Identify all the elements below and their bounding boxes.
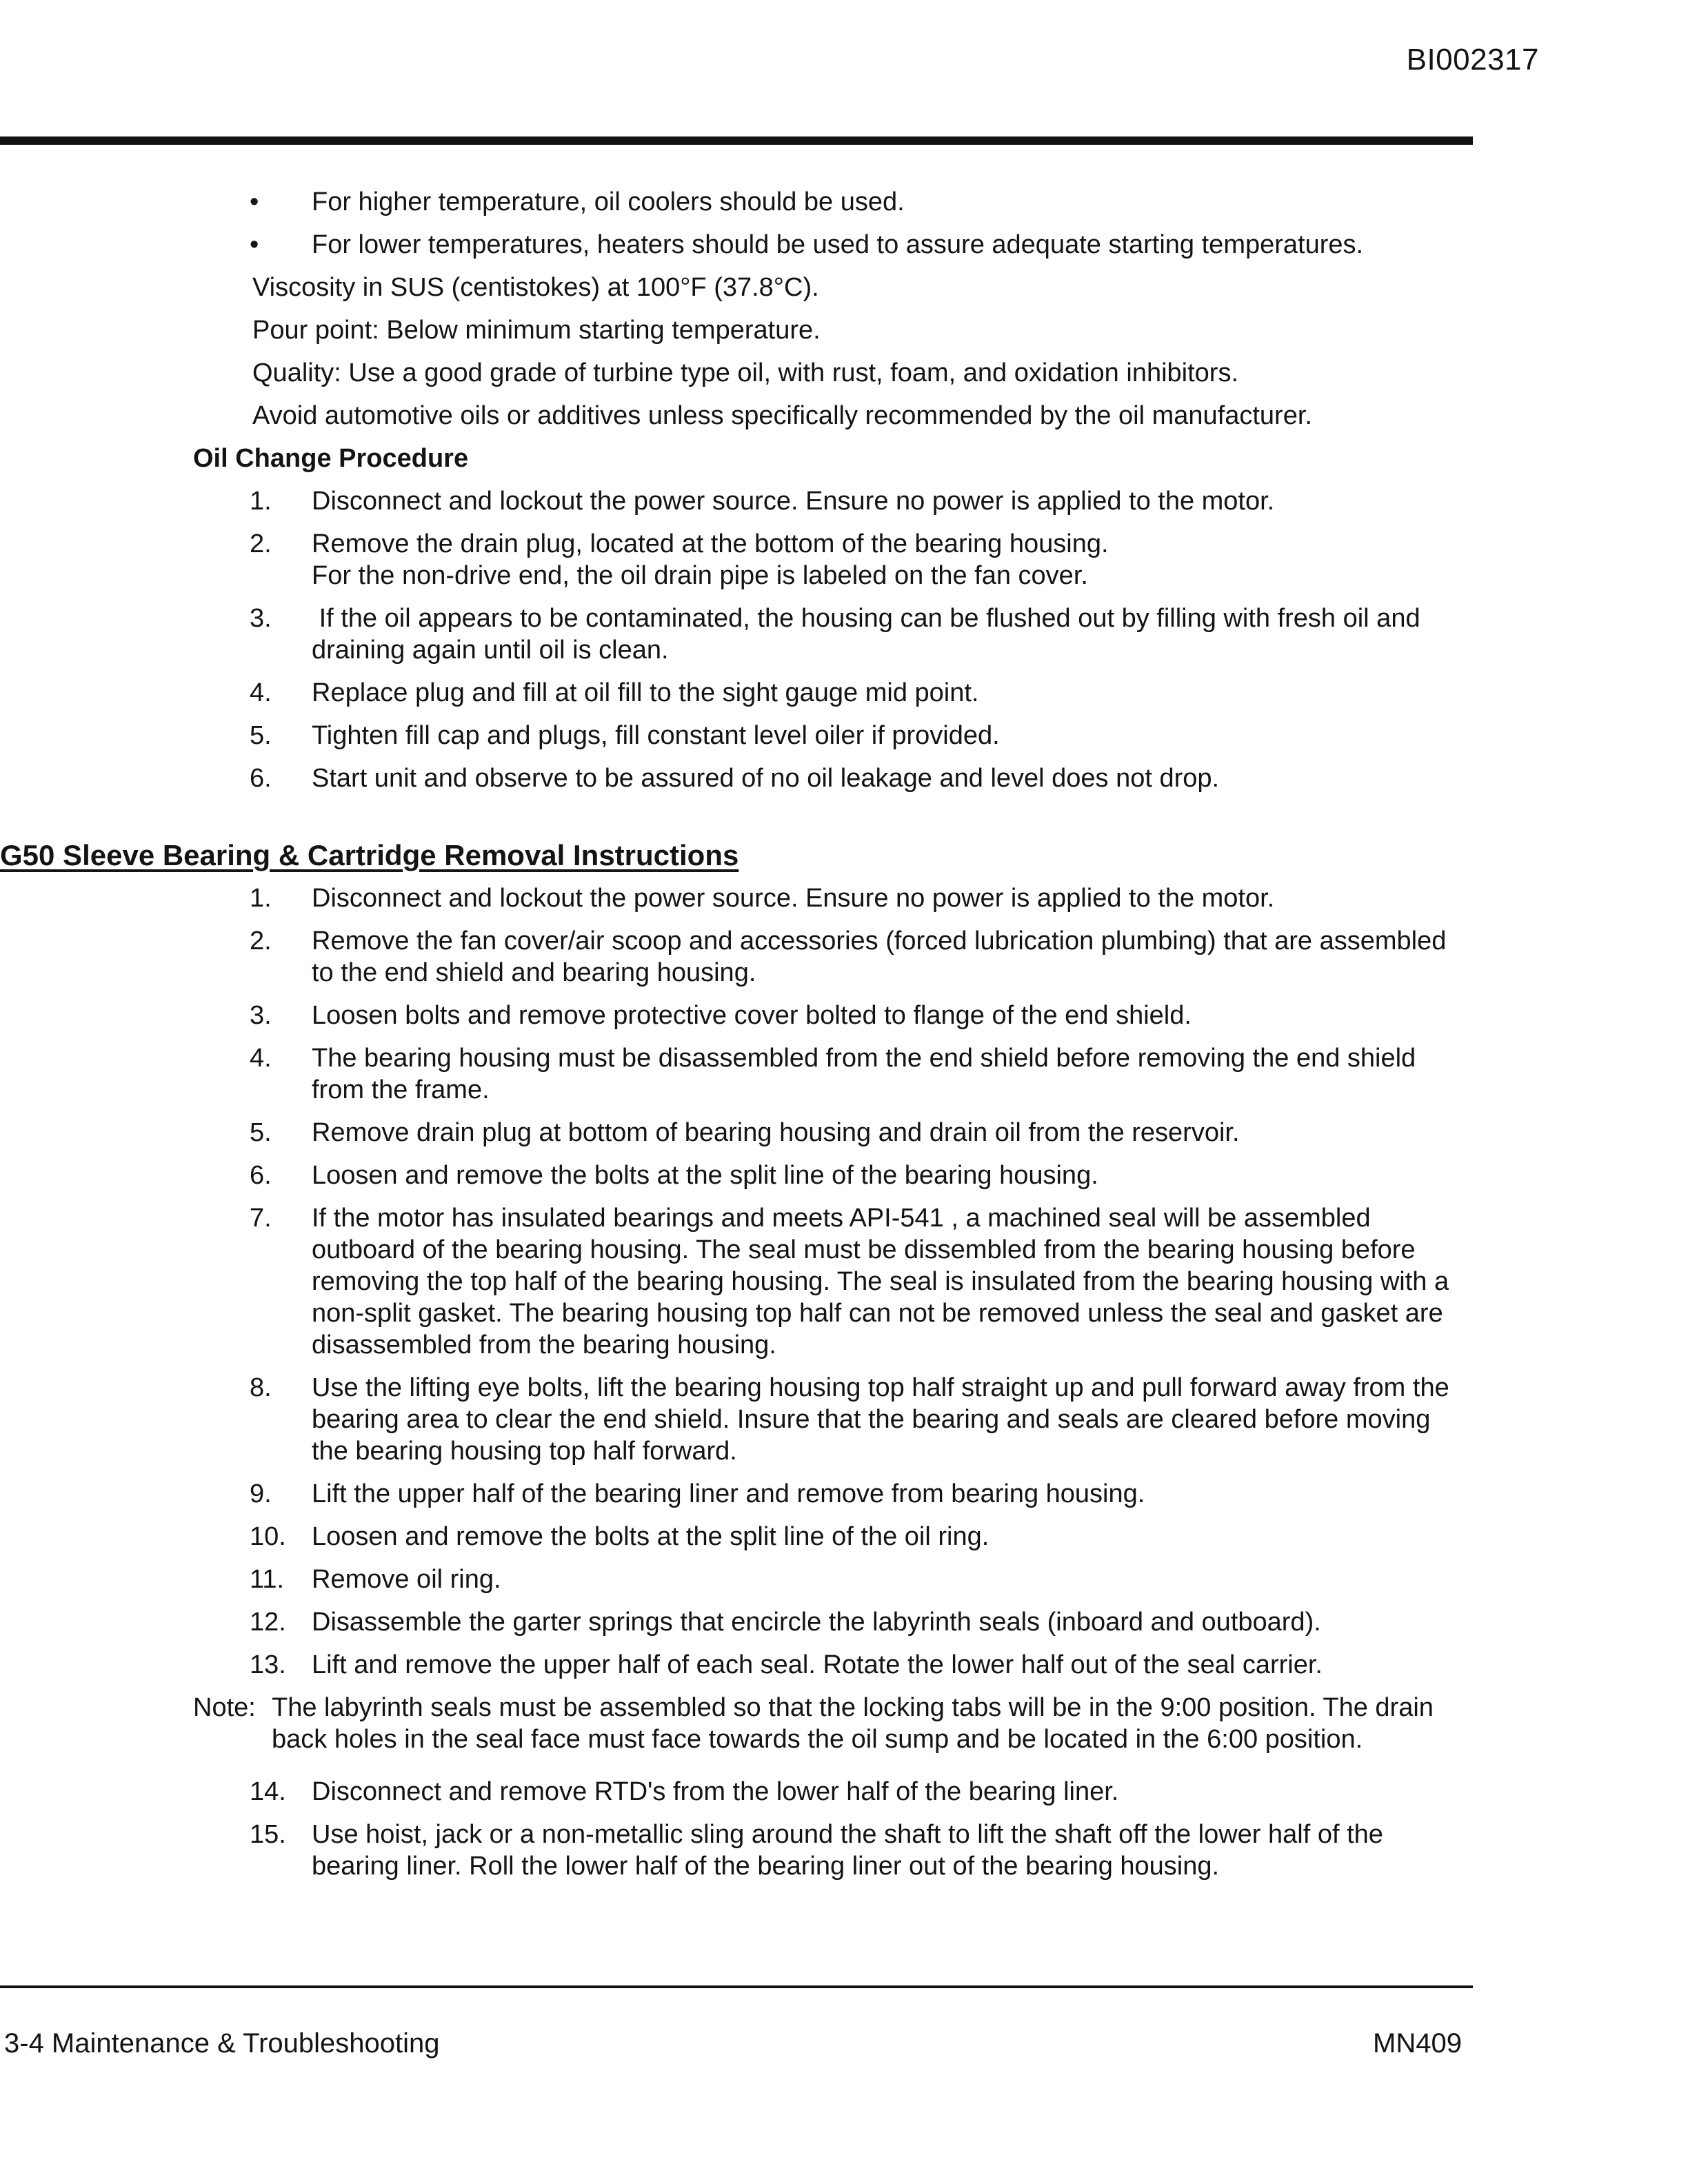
header-rule <box>0 136 1473 145</box>
paragraph: Avoid automotive oils or additives unless specifically recommended by the oil manufacturer. <box>252 401 1312 430</box>
list-item <box>0 1478 1473 1510</box>
list-item <box>0 882 1473 914</box>
step-text: Disconnect and remove RTD's from the lower half of the bearing liner. <box>312 1777 1119 1806</box>
step-text: Remove drain plug at bottom of bearing housing and drain oil from the reservoir. <box>312 1118 1240 1147</box>
step-number: 3. <box>250 1001 272 1030</box>
paragraph: Pour point: Below minimum starting temperature. <box>252 316 821 345</box>
note-text: The labyrinth seals must be assembled so that the locking tabs will be in the 9:00 position. The drain back holes in the seal face must face towards the oil sump and be located in the 6:00 position. <box>272 1693 1434 1754</box>
document-id: BI002317 <box>1406 43 1539 77</box>
step-number: 7. <box>250 1204 272 1233</box>
step-text: Loosen and remove the bolts at the split line of the oil ring. <box>312 1522 989 1551</box>
bullet-icon: • <box>250 188 259 216</box>
step-text: Loosen bolts and remove protective cover bolted to flange of the end shield. <box>312 1001 1192 1030</box>
step-text: Replace plug and fill at oil fill to the sight gauge mid point. <box>312 678 979 707</box>
step-text: Lift the upper half of the bearing liner and remove from bearing housing. <box>312 1479 1145 1508</box>
step-text: Use hoist, jack or a non-metallic sling around the shaft to lift the shaft off the lower half of the bearing liner. Roll the lower half of the bearing liner out of the bearing housing. <box>312 1820 1383 1881</box>
list-item <box>0 1649 1473 1681</box>
step-number: 2. <box>250 927 272 956</box>
step-text: Use the lifting eye bolts, lift the bearing housing top half straight up and pull forward away from the bearing area to clear the end shield. Insure that the bearing and seals are cleared before moving the bearing housing top half forward. <box>312 1373 1449 1466</box>
page-body <box>0 186 1473 1893</box>
list-item <box>0 1819 1473 1882</box>
list-item <box>0 1042 1473 1106</box>
list-item <box>0 762 1473 794</box>
step-number: 13. <box>250 1650 286 1679</box>
list-item <box>0 528 1473 592</box>
list-item <box>0 485 1473 517</box>
step-text: Start unit and observe to be assured of no oil leakage and level does not drop. <box>312 764 1220 793</box>
footer-rule <box>0 1985 1473 1988</box>
step-number: 5. <box>250 1118 272 1147</box>
step-text: Tighten fill cap and plugs, fill constant level oiler if provided. <box>312 721 1000 750</box>
step-number: 1. <box>250 884 272 913</box>
step-text: Lift and remove the upper half of each seal. Rotate the lower half out of the seal carrier. <box>312 1650 1323 1679</box>
step-number: 12. <box>250 1608 286 1637</box>
step-text: If the motor has insulated bearings and meets API-541 , a machined seal will be assembled outboard of the bearing housing. The seal must be dissembled from the bearing housing before removing the top half of the bearing housing. The seal is insulated from the bearing housing with a non-split gasket. The bearing housing top half can not be removed unless the seal and gasket are disassembled from the bearing housing. <box>312 1204 1449 1359</box>
step-number: 6. <box>250 764 272 793</box>
step-number: 10. <box>250 1522 286 1551</box>
list-item <box>0 1160 1473 1191</box>
list-item <box>0 603 1473 666</box>
list-item <box>0 925 1473 989</box>
step-text: Loosen and remove the bolts at the split line of the bearing housing. <box>312 1161 1098 1190</box>
step-text: The bearing housing must be disassembled from the end shield before removing the end shield from the frame. <box>312 1044 1416 1104</box>
footer-section-title: 3-4 Maintenance & Troubleshooting <box>4 2028 440 2059</box>
step-number: 14. <box>250 1777 286 1806</box>
step-number: 5. <box>250 721 272 750</box>
g50-section-heading: G50 Sleeve Bearing & Cartridge Removal Instructions <box>0 839 739 871</box>
step-text: Disassemble the garter springs that encircle the labyrinth seals (inboard and outboard). <box>312 1608 1321 1637</box>
note <box>0 1692 1473 1755</box>
list-item <box>0 1202 1473 1361</box>
bullet-text: For lower temperatures, heaters should be used to assure adequate starting temperatures. <box>312 230 1364 259</box>
footer-manual-number: MN409 <box>1373 2028 1462 2059</box>
list-item <box>0 1117 1473 1149</box>
step-text: Remove the fan cover/air scoop and accessories (forced lubrication plumbing) that are assembled to the end shield and bearing housing. <box>312 927 1447 987</box>
step-text: Remove the drain plug, located at the bottom of the bearing housing. <box>312 529 1109 558</box>
paragraph: Viscosity in SUS (centistokes) at 100°F (37.8°C). <box>252 273 819 302</box>
oil-change-heading: Oil Change Procedure <box>193 444 469 473</box>
bullet-icon: • <box>250 230 259 259</box>
step-number: 11. <box>250 1565 285 1594</box>
bullet-text: For higher temperature, oil coolers should be used. <box>312 188 905 216</box>
list-item <box>0 1564 1473 1595</box>
step-number: 6. <box>250 1161 272 1190</box>
step-number: 4. <box>250 678 272 707</box>
note-label: Note: <box>193 1693 256 1722</box>
step-text-line2: For the non-drive end, the oil drain pipe is labeled on the fan cover. <box>312 561 1088 590</box>
step-text: Remove oil ring. <box>312 1565 501 1594</box>
list-item <box>0 1372 1473 1467</box>
bullet-item <box>0 229 1473 261</box>
step-number: 1. <box>250 487 272 516</box>
step-number: 2. <box>250 529 272 558</box>
list-item <box>0 720 1473 751</box>
list-item <box>0 1776 1473 1808</box>
step-number: 15. <box>250 1820 286 1849</box>
list-item <box>0 1521 1473 1553</box>
list-item <box>0 677 1473 709</box>
step-number: 9. <box>250 1479 272 1508</box>
step-number: 4. <box>250 1044 272 1073</box>
step-number: 3. <box>250 604 272 633</box>
paragraph: Quality: Use a good grade of turbine type oil, with rust, foam, and oxidation inhibitors. <box>252 358 1239 387</box>
bullet-item <box>0 186 1473 218</box>
step-number: 8. <box>250 1373 272 1402</box>
list-item <box>0 1000 1473 1031</box>
step-text: Disconnect and lockout the power source. Ensure no power is applied to the motor. <box>312 487 1275 516</box>
list-item <box>0 1606 1473 1638</box>
step-text: If the oil appears to be contaminated, the housing can be flushed out by filling with fresh oil and draining again until oil is clean. <box>312 604 1428 665</box>
step-text: Disconnect and lockout the power source. Ensure no power is applied to the motor. <box>312 884 1275 913</box>
